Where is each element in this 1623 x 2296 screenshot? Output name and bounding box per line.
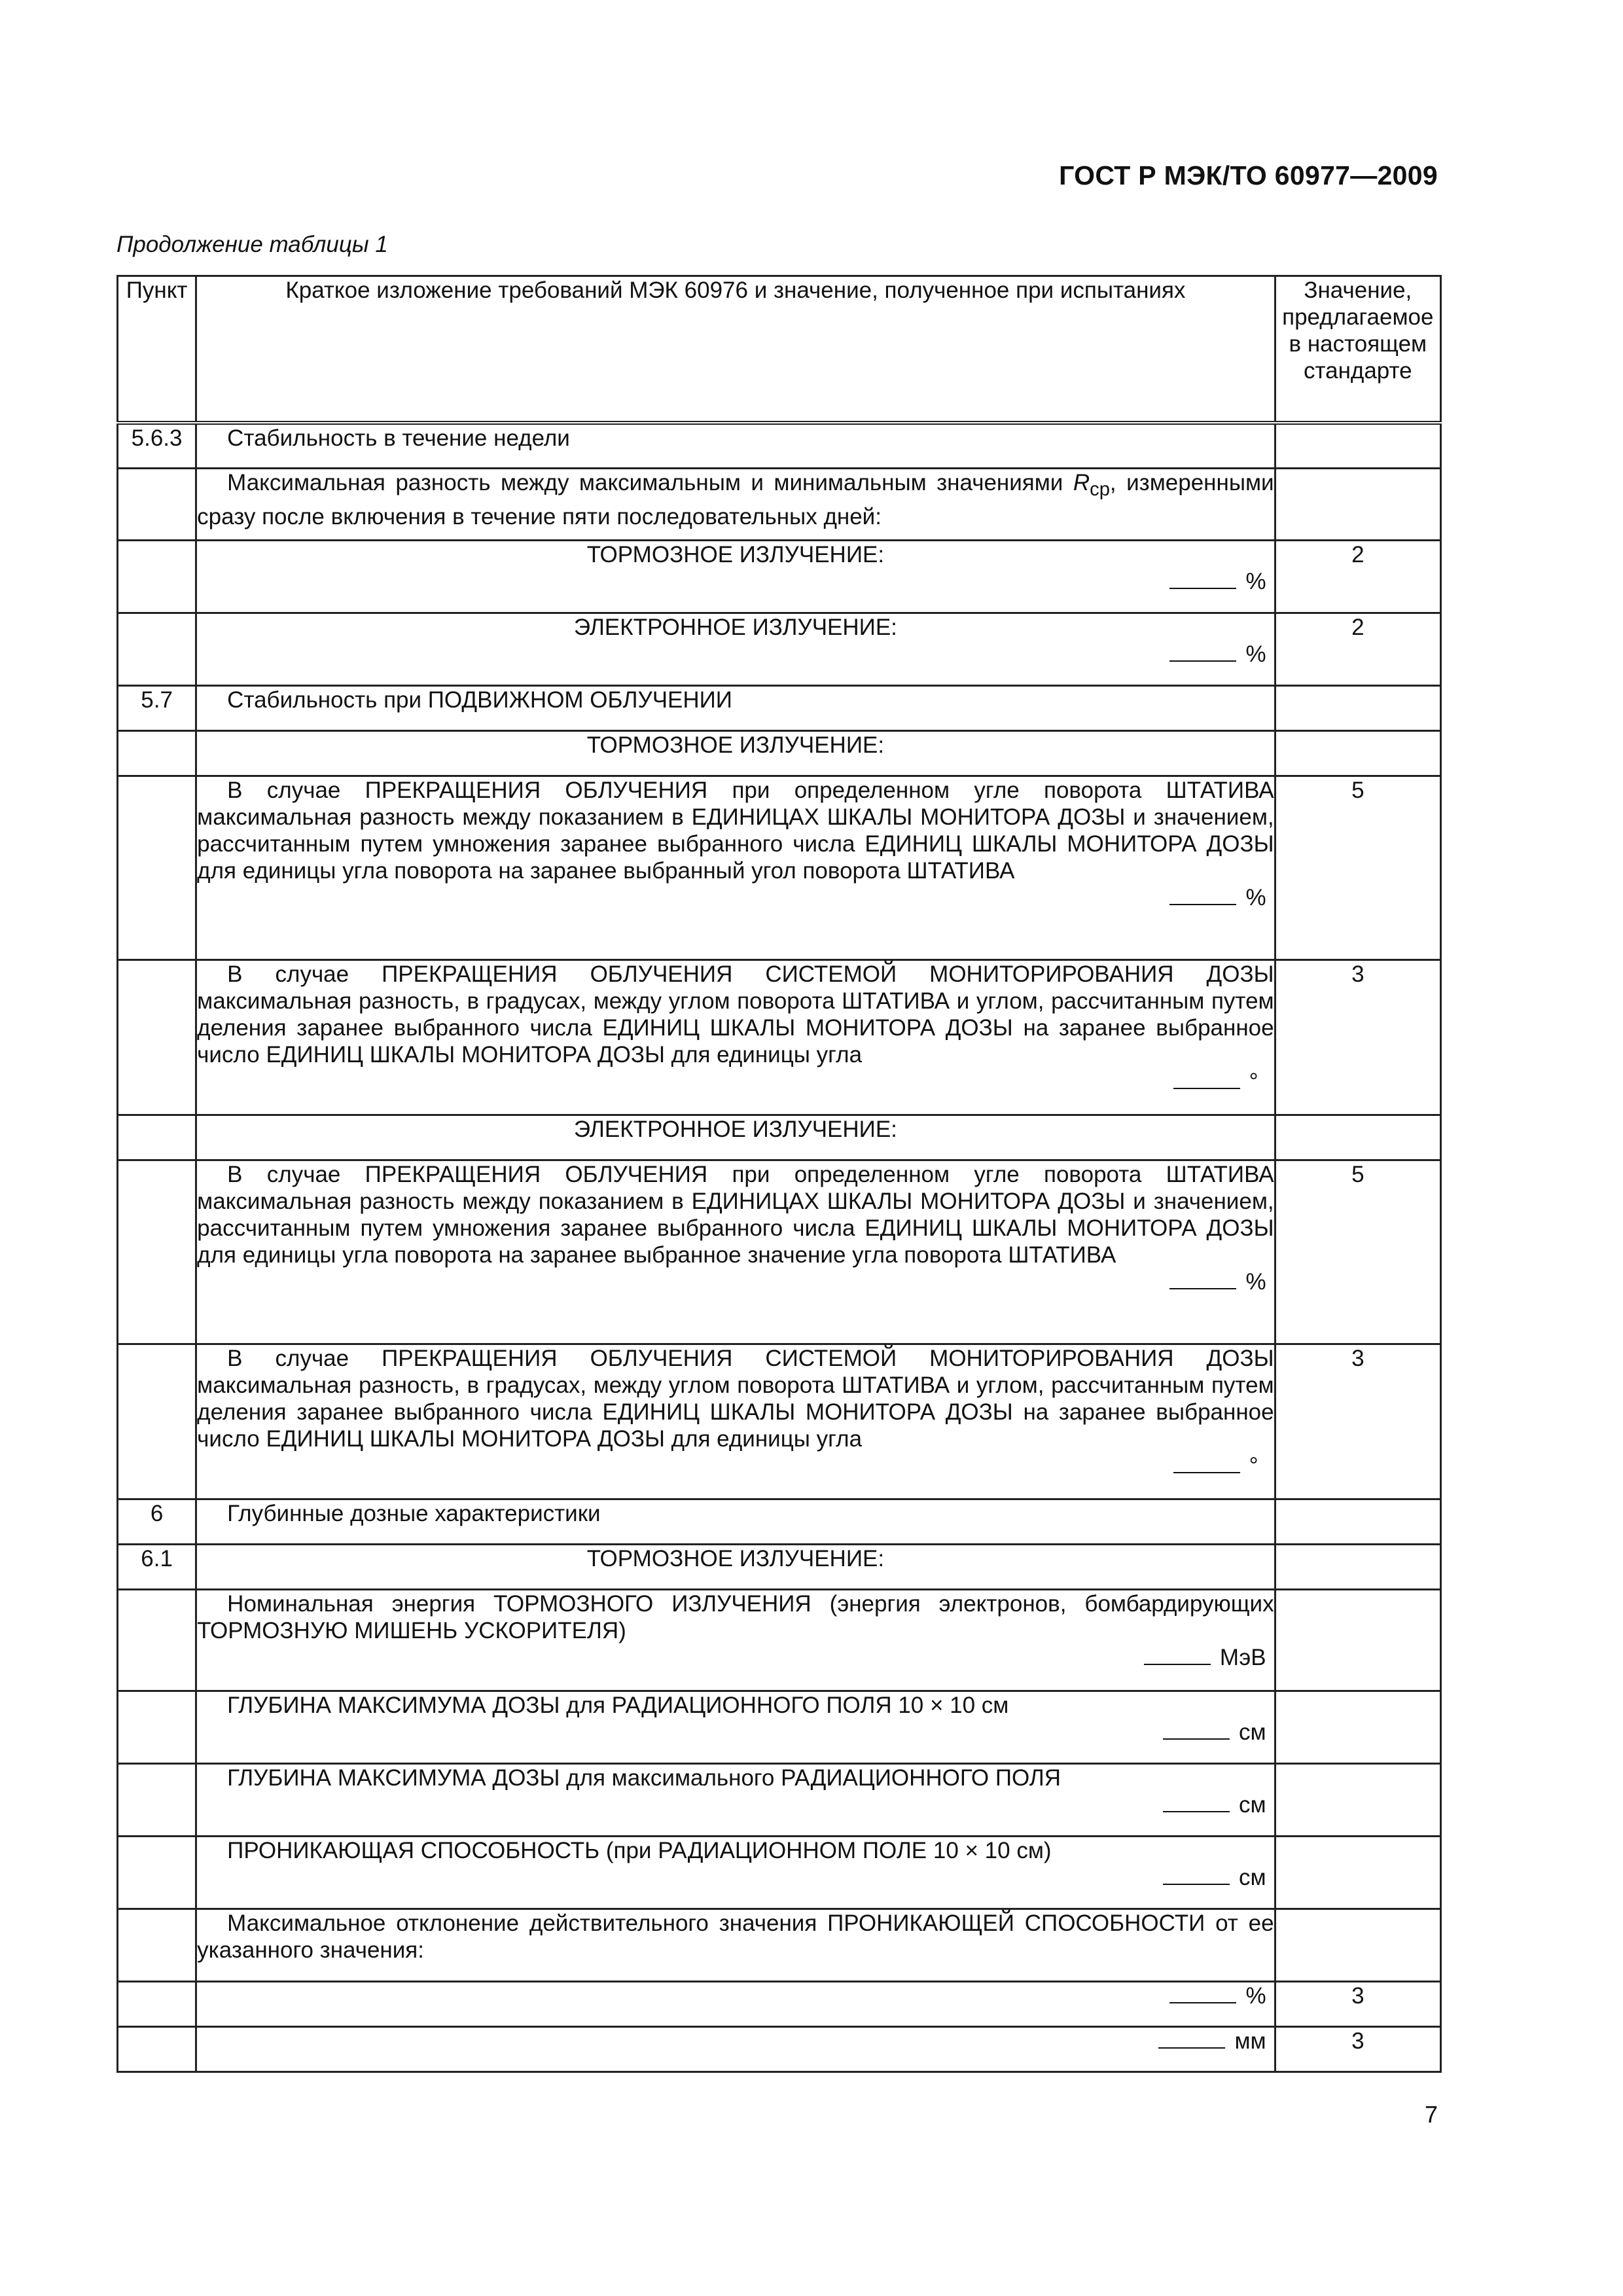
- subsection-heading: ЭЛЕКТРОННОЕ ИЗЛУЧЕНИЕ:: [573, 614, 897, 640]
- table-continuation-caption: Продолжение таблицы 1: [116, 232, 388, 257]
- symbol-subscript: ср: [1090, 478, 1110, 500]
- column-header-item: Пункт: [118, 276, 196, 423]
- table-row: [118, 1981, 1441, 2026]
- requirement-text: [196, 540, 1275, 613]
- blank-line: [1169, 642, 1236, 662]
- requirement-text: [196, 423, 1275, 468]
- table-row: [118, 2026, 1441, 2072]
- proposed-value: [1275, 1909, 1440, 1981]
- document-code: ГОСТ Р МЭК/ТО 60977—2009: [1059, 160, 1438, 190]
- proposed-value: [1275, 423, 1440, 468]
- requirement-text: [196, 1691, 1275, 1763]
- blank-line: [1163, 1865, 1230, 1885]
- item-number: 5.6.3: [118, 423, 196, 468]
- column-header-value: [1275, 276, 1440, 423]
- proposed-value: 5: [1275, 1160, 1440, 1344]
- paragraph-text: Максимальная разность между максимальным и минимальным значениями: [227, 469, 1073, 495]
- measured-value-field: [197, 2028, 1274, 2054]
- blank-line: [1169, 569, 1236, 589]
- proposed-value: [1275, 730, 1440, 776]
- requirement-paragraph: В случае ПРЕКРАЩЕНИЯ ОБЛУЧЕНИЯ СИСТЕМОЙ МОНИТОРИРОВАНИЯ ДОЗЫ максимальная разность, в градусах, между углом поворота ШТАТИВА и углом, рассчитанным путем деления заранее выбранного числа ЕДИНИЦ ШКАЛЫ МОНИТОРА ДОЗЫ на заранее выбранное число ЕДИНИЦ ШКАЛЫ МОНИТОРА ДОЗЫ для единицы угла: [197, 961, 1274, 1067]
- table-row: [118, 613, 1441, 685]
- requirement-text: [196, 1160, 1275, 1344]
- requirement-text: [196, 1115, 1275, 1160]
- measured-value-field: [197, 1791, 1274, 1818]
- item-number: [118, 1909, 196, 1981]
- requirement-paragraph: ГЛУБИНА МАКСИМУМА ДОЗЫ для максимального РАДИАЦИОННОГО ПОЛЯ: [227, 1765, 1061, 1791]
- proposed-value: [1275, 1589, 1440, 1691]
- paragraph-text: , измеренными сразу после включения в течение пяти последовательных дней:: [197, 469, 1274, 529]
- proposed-value: [1275, 685, 1440, 730]
- measured-value-field: [197, 1452, 1274, 1479]
- section-title: Глубинные дозные характеристики: [227, 1500, 601, 1526]
- table-row: [118, 540, 1441, 613]
- proposed-value: 5: [1275, 776, 1440, 960]
- subsection-heading: ТОРМОЗНОЕ ИЗЛУЧЕНИЕ:: [586, 1545, 885, 1571]
- requirement-text: [196, 685, 1275, 730]
- table-row: [118, 685, 1441, 730]
- measured-value-field: [197, 1644, 1274, 1671]
- requirement-text: [196, 468, 1275, 540]
- proposed-value: 2: [1275, 540, 1440, 613]
- proposed-value: [1275, 468, 1440, 540]
- table-header-row: [118, 276, 1441, 423]
- item-number: [118, 1981, 196, 2026]
- requirement-paragraph: ПРОНИКАЮЩАЯ СПОСОБНОСТЬ (при РАДИАЦИОННОМ ПОЛЕ 10 × 10 см): [227, 1837, 1052, 1863]
- section-title: Стабильность при ПОДВИЖНОМ ОБЛУЧЕНИИ: [227, 687, 732, 713]
- item-number: [118, 1589, 196, 1691]
- measured-value-field: [197, 1068, 1274, 1095]
- blank-line: [1163, 1720, 1230, 1740]
- subsection-heading: ЭЛЕКТРОННОЕ ИЗЛУЧЕНИЕ:: [573, 1116, 897, 1142]
- unit-label: МэВ: [1219, 1644, 1266, 1670]
- blank-line: [1169, 1270, 1236, 1289]
- requirement-text: [196, 1981, 1275, 2026]
- unit-label: °: [1249, 1452, 1258, 1479]
- table-row: [118, 730, 1441, 776]
- column-header-summary: Краткое изложение требований МЭК 60976 и значение, полученное при испытаниях: [196, 276, 1275, 423]
- column-header-value-line: предлагаемое: [1282, 304, 1434, 330]
- item-number: [118, 1115, 196, 1160]
- requirement-paragraph: ГЛУБИНА МАКСИМУМА ДОЗЫ для РАДИАЦИОННОГО ПОЛЯ 10 × 10 см: [227, 1692, 1009, 1718]
- table-row: [118, 1499, 1441, 1544]
- item-number: [118, 1763, 196, 1836]
- requirement-text: [196, 1589, 1275, 1691]
- blank-line: [1163, 1793, 1230, 1812]
- item-number: 6: [118, 1499, 196, 1544]
- item-number: [118, 960, 196, 1115]
- page-number: 7: [1424, 2101, 1438, 2128]
- table-row: [118, 1544, 1441, 1589]
- requirements-table: [116, 275, 1442, 2073]
- proposed-value: 3: [1275, 1981, 1440, 2026]
- measured-value-field: [197, 1982, 1274, 2009]
- unit-label: %: [1245, 1268, 1266, 1295]
- requirement-paragraph: В случае ПРЕКРАЩЕНИЯ ОБЛУЧЕНИЯ при определенном угле поворота ШТАТИВА максимальная разность между показанием в ЕДИНИЦАХ ШКАЛЫ МОНИТОРА ДОЗЫ и значением, рассчитанным путем умножения заранее выбранного числа ЕДИНИЦ ШКАЛЫ МОНИТОРА ДОЗЫ для единицы угла поворота на заранее выбранное значение угла поворота ШТАТИВА: [197, 1161, 1274, 1268]
- requirement-paragraph: В случае ПРЕКРАЩЕНИЯ ОБЛУЧЕНИЯ при определенном угле поворота ШТАТИВА максимальная разность между показанием в ЕДИНИЦАХ ШКАЛЫ МОНИТОРА ДОЗЫ и значением, рассчитанным путем умножения заранее выбранного числа ЕДИНИЦ ШКАЛЫ МОНИТОРА ДОЗЫ для единицы угла поворота на заранее выбранный угол поворота ШТАТИВА: [197, 777, 1274, 884]
- unit-label: %: [1245, 1982, 1266, 2009]
- unit-label: °: [1249, 1068, 1258, 1094]
- blank-line: [1158, 2029, 1225, 2049]
- proposed-value: [1275, 1691, 1440, 1763]
- measured-value-field: [197, 568, 1274, 595]
- blank-line: [1173, 1454, 1240, 1473]
- requirement-text: [196, 960, 1275, 1115]
- item-number: [118, 1691, 196, 1763]
- table-row: [118, 423, 1441, 468]
- item-number: [118, 468, 196, 540]
- table-row: [118, 776, 1441, 960]
- measured-value-field: [197, 1719, 1274, 1746]
- requirement-text: [196, 1909, 1275, 1981]
- requirement-text: [196, 1499, 1275, 1544]
- unit-label: %: [1245, 641, 1266, 667]
- item-number: [118, 2026, 196, 2072]
- requirement-text: [196, 1836, 1275, 1909]
- section-title: Стабильность в течение недели: [227, 425, 570, 451]
- table-row: [118, 1160, 1441, 1344]
- unit-label: %: [1245, 568, 1266, 594]
- unit-label: см: [1239, 1791, 1266, 1818]
- table-row: [118, 1763, 1441, 1836]
- measured-value-field: [197, 1864, 1274, 1891]
- requirement-text: [196, 1544, 1275, 1589]
- item-number: [118, 540, 196, 613]
- blank-line: [1169, 1984, 1236, 2003]
- unit-label: см: [1239, 1719, 1266, 1745]
- item-number: [118, 613, 196, 685]
- item-number: [118, 1344, 196, 1499]
- proposed-value: 3: [1275, 960, 1440, 1115]
- item-number: [118, 1836, 196, 1909]
- item-number: 5.7: [118, 685, 196, 730]
- unit-label: мм: [1234, 2028, 1266, 2054]
- requirement-text: [196, 730, 1275, 776]
- proposed-value: [1275, 1763, 1440, 1836]
- item-number: 6.1: [118, 1544, 196, 1589]
- symbol-r: R: [1073, 469, 1090, 495]
- requirement-text: [196, 613, 1275, 685]
- blank-line: [1173, 1069, 1240, 1089]
- proposed-value: [1275, 1836, 1440, 1909]
- column-header-value-line: стандарте: [1303, 358, 1412, 384]
- table-row: [118, 468, 1441, 540]
- unit-label: см: [1239, 1864, 1266, 1890]
- table-row: [118, 960, 1441, 1115]
- table-row: [118, 1909, 1441, 1981]
- table-row: [118, 1344, 1441, 1499]
- column-header-value-line: Значение,: [1304, 278, 1412, 303]
- proposed-value: [1275, 1544, 1440, 1589]
- requirement-text: [196, 1344, 1275, 1499]
- table-row: [118, 1115, 1441, 1160]
- measured-value-field: [197, 1268, 1274, 1295]
- subsection-heading: ТОРМОЗНОЕ ИЗЛУЧЕНИЕ:: [586, 732, 885, 758]
- requirement-text: [196, 1763, 1275, 1836]
- requirement-text: [196, 2026, 1275, 2072]
- blank-line: [1169, 886, 1236, 905]
- measured-value-field: [197, 641, 1274, 668]
- item-number: [118, 730, 196, 776]
- column-header-value-line: в настоящем: [1289, 331, 1427, 357]
- proposed-value: 3: [1275, 2026, 1440, 2072]
- measured-value-field: [197, 884, 1274, 911]
- table-row: [118, 1691, 1441, 1763]
- proposed-value: [1275, 1115, 1440, 1160]
- item-number: [118, 776, 196, 960]
- table-row: [118, 1589, 1441, 1691]
- unit-label: %: [1245, 884, 1266, 910]
- proposed-value: [1275, 1499, 1440, 1544]
- requirement-paragraph: [197, 469, 1274, 530]
- requirement-paragraph: Максимальное отклонение действительного значения ПРОНИКАЮЩЕЙ СПОСОБНОСТИ от ее указанного значения:: [197, 1910, 1274, 1963]
- blank-line: [1144, 1645, 1211, 1665]
- requirement-paragraph: В случае ПРЕКРАЩЕНИЯ ОБЛУЧЕНИЯ СИСТЕМОЙ МОНИТОРИРОВАНИЯ ДОЗЫ максимальная разность, в градусах, между углом поворота ШТАТИВА и углом, рассчитанным путем деления заранее выбранного числа ЕДИНИЦ ШКАЛЫ МОНИТОРА ДОЗЫ на заранее выбранное число ЕДИНИЦ ШКАЛЫ МОНИТОРА ДОЗЫ для единицы угла: [197, 1345, 1274, 1452]
- requirement-paragraph: Номинальная энергия ТОРМОЗНОГО ИЗЛУЧЕНИЯ (энергия электронов, бомбардирующих ТОРМОЗНУЮ МИШЕНЬ УСКОРИТЕЛЯ): [197, 1590, 1274, 1643]
- table-row: [118, 1836, 1441, 1909]
- item-number: [118, 1160, 196, 1344]
- subsection-heading: ТОРМОЗНОЕ ИЗЛУЧЕНИЕ:: [586, 541, 885, 567]
- proposed-value: 3: [1275, 1344, 1440, 1499]
- proposed-value: 2: [1275, 613, 1440, 685]
- requirement-text: [196, 776, 1275, 960]
